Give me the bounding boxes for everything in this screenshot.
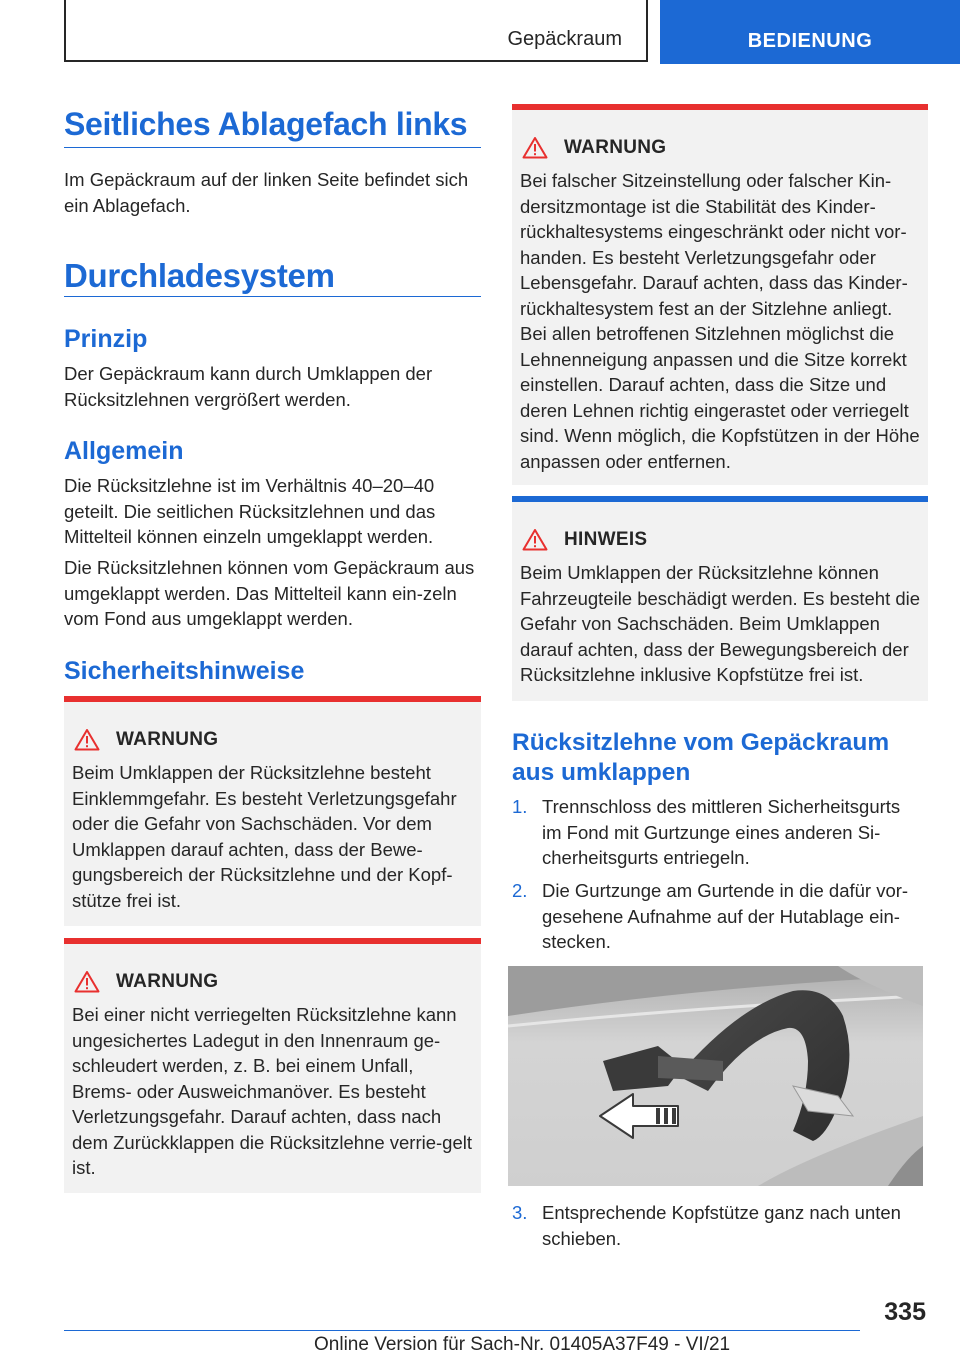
footer-rule: [64, 1330, 860, 1331]
step-text: Trennschloss des mittleren Sicherheitsgurts im Fond mit Gurtzunge eines anderen Si-cherheitsgurts entriegeln.: [542, 796, 901, 868]
subheading-prinzip: Prinzip: [64, 325, 148, 353]
warning-text: Beim Umklappen der Rücksitzlehne besteht Einklemmgefahr. Es besteht Verletzungsgefahr oder die Gefahr von Sachschäden. Vor dem Umklappen darauf achten, dass der Bewe-gungsbereich der Rücksitzlehne und der Kopf-stütze frei ist.: [72, 762, 457, 911]
illustration-belt-tongue-hat-shelf: [508, 966, 923, 1186]
header-chapter-label: BEDIENUNG: [747, 30, 873, 52]
allgemein-text-2: Die Rücksitzlehnen können vom Gepäckraum aus umgeklappt werden. Das Mittelteil kann ein-zeln vom Fond aus umgeklappt werden.: [64, 557, 475, 629]
warning-box-3: [512, 104, 928, 485]
list-item: [512, 878, 922, 958]
header-section-title: Gepäckraum: [507, 28, 622, 50]
list-item: [512, 1200, 922, 1252]
warning-triangle-icon: [74, 728, 100, 751]
warning-triangle-icon: [522, 528, 548, 551]
step-number: 3.: [512, 1202, 528, 1223]
list-item: [512, 794, 922, 874]
step-number: 2.: [512, 880, 528, 901]
hinweis-box: [512, 496, 928, 701]
hinweis-text: Beim Umklappen der Rücksitzlehne können Fahrzeugteile beschädigt werden. Es besteht die Gefahr von Sachschäden. Beim Umklappen darauf achten, dass der Bewegungsbereich der Rücksitzlehne inklusive Kopfstütze frei ist.: [520, 562, 921, 685]
page-number: 335: [884, 1298, 926, 1326]
subheading-allgemein: Allgemein: [64, 437, 184, 465]
warning-triangle-icon: [522, 136, 548, 159]
warning-title: WARNUNG: [116, 728, 219, 750]
warning-title: WARNUNG: [116, 970, 219, 992]
allgemein-text-1: Die Rücksitzlehne ist im Verhältnis 40–20–40 geteilt. Die seitlichen Rücksitzlehnen und das Mittelteil können einzeln umgeklappt werden.: [64, 475, 436, 547]
heading-rule: [64, 147, 481, 148]
warning-title: WARNUNG: [564, 136, 667, 158]
warning-triangle-icon: [74, 970, 100, 993]
hinweis-title: HINWEIS: [564, 528, 648, 550]
step-number: 1.: [512, 796, 528, 817]
step-text: Die Gurtzunge am Gurtende in die dafür vor-gesehene Aufnahme auf der Hutablage ein-stecken.: [542, 880, 909, 952]
heading-durchladesystem: Durchladesystem: [64, 257, 335, 294]
subheading-ruecksitzlehne-umklappen: Rücksitzlehne vom Gepäckraum aus umklappen: [512, 729, 890, 786]
ablagefach-text: Im Gepäckraum auf der linken Seite befindet sich ein Ablagefach.: [64, 169, 469, 216]
header-section-box: [64, 0, 648, 62]
warning-box-1: [64, 696, 481, 926]
heading-rule: [64, 296, 481, 297]
step-text: Entsprechende Kopfstütze ganz nach unten schieben.: [542, 1202, 901, 1249]
header-chapter-tab[interactable]: [660, 0, 960, 64]
heading-seitliches-ablagefach: Seitliches Ablagefach links: [64, 106, 468, 142]
warning-text: Bei einer nicht verriegelten Rücksitzlehne kann ungesichertes Ladegut in den Innenraum ge-schleudert werden, z. B. bei einem Unfall, Brems- oder Ausweichmanöver. Es besteht Verletzungsgefahr. Darauf achten, dass nach dem Zurückklappen die Rücksitzlehne verrie-gelt ist.: [72, 1004, 472, 1178]
footer-online-version: Online Version für Sach-Nr. 01405A37F49 - VI/21: [314, 1334, 731, 1355]
warning-text: Bei falscher Sitzeinstellung oder falscher Kin-dersitzmontage ist die Stabilität des Kinder-rückhaltesystems eingeschränkt oder nicht vor-handen. Es besteht Verletzungsgefahr oder Lebensgefahr. Darauf achten, dass das Kinder-rückhaltesystem fest an der Sitzlehne anliegt. Bei allen betroffenen Sitzlehnen möglichst die Lehnenneigung anpassen und die Sitze korrekt einstellen. Darauf achten, dass die Sitze und deren Lehnen richtig eingerastet oder verriegelt sind. Wenn möglich, die Kopfstützen in der Höhe anpassen oder entfernen.: [520, 170, 920, 472]
prinzip-text: Der Gepäckraum kann durch Umklappen der Rücksitzlehnen vergrößert werden.: [64, 363, 433, 410]
warning-box-2: [64, 938, 481, 1193]
subheading-sicherheitshinweise: Sicherheitshinweise: [64, 657, 305, 685]
